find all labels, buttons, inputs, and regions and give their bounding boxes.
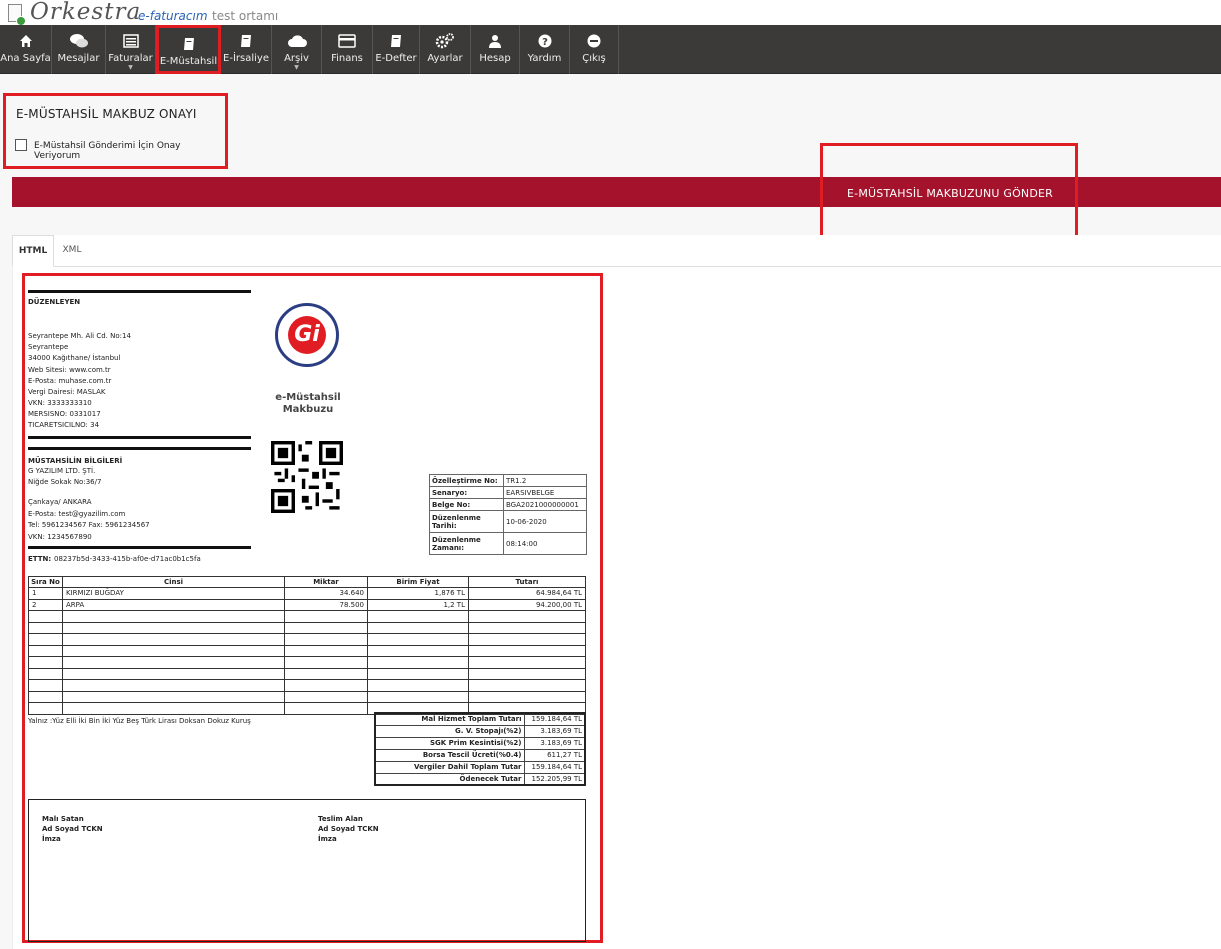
table-row: 2 ARPA 78.500 1,2 TL 94.200,00 TL — [29, 599, 586, 611]
divider — [28, 290, 251, 293]
empty-row — [29, 634, 586, 646]
nav-item-finans[interactable]: Finans — [322, 25, 373, 74]
approval-checkbox-label[interactable]: E-Müstahsil Gönderimi İçin Onay Veriyorum — [34, 141, 181, 161]
send-receipt-label: E-MÜSTAHSİL MAKBUZUNU GÖNDER — [847, 187, 1054, 200]
producer-line: VKN: 1234567890 — [28, 533, 92, 541]
issuer-line: E-Posta: muhase.com.tr — [28, 377, 112, 385]
book-icon — [221, 33, 271, 49]
divider — [28, 447, 251, 450]
main-nav — [0, 25, 1221, 74]
issuer-line: TICARETSICILNO: 34 — [28, 421, 100, 429]
empty-row — [29, 611, 586, 623]
receiver-id-label: Ad Soyad TCKN — [318, 825, 379, 833]
card-icon — [322, 33, 372, 49]
logout-icon — [570, 33, 618, 49]
amount-in-words: Yalnız :Yüz Elli İki Bin İki Yüz Beş Türk Lirası Doksan Dokuz Kuruş — [28, 717, 251, 725]
issuer-line: Seyrantepe — [28, 343, 69, 351]
nav-item-e-mustahsil[interactable]: E-Müstahsil — [156, 25, 221, 74]
table-row: 1 KIRMIZI BUĞDAY 34.640 1,876 TL 64.984,64 TL — [29, 588, 586, 600]
send-receipt-button[interactable] — [820, 143, 1078, 239]
approval-title: E-MÜSTAHSİL MAKBUZ ONAYI — [16, 107, 197, 121]
tab-html[interactable]: HTML — [12, 235, 54, 267]
app-logo: Orkestra — [30, 0, 142, 25]
gear-icon — [420, 33, 470, 49]
info-row: Özelleştirme No: TR1.2 — [430, 475, 587, 487]
producer-line: Tel: 5961234567 Fax: 5961234567 — [28, 521, 150, 529]
empty-row — [29, 680, 586, 692]
product-name: e-faturacım — [138, 9, 208, 23]
issuer-line: Vergi Dairesi: MASLAK — [28, 388, 106, 396]
empty-row — [29, 691, 586, 703]
issuer-line: 34000 Kağıthane/ İstanbul — [28, 354, 121, 362]
home-icon — [0, 33, 51, 49]
environment-label: test ortamı — [212, 9, 279, 23]
nav-item-ana-sayfa[interactable]: Ana Sayfa — [0, 25, 52, 74]
info-row: Senaryo: EARSIVBELGE — [430, 487, 587, 499]
ettn-value: 08237b5d-3433-415b-af0e-d71ac0b1c5fa — [54, 555, 201, 563]
approval-checkbox[interactable] — [15, 139, 27, 151]
book-icon — [159, 36, 218, 52]
dropdown-caret-icon: ▼ — [294, 64, 299, 71]
nav-item-cikis[interactable]: Çıkış — [570, 25, 619, 74]
nav-item-e-defter[interactable]: E-Defter — [373, 25, 420, 74]
totals-row: Ödenecek Tutar 152.205,99 TL — [375, 773, 585, 785]
items-header-row: Sıra No Cinsi Miktar Birim Fiyat Tutarı — [29, 577, 586, 588]
totals-row: Mal Hizmet Toplam Tutarı 159.184,64 TL — [375, 713, 585, 725]
issuer-heading: DÜZENLEYEN — [28, 298, 81, 306]
empty-row — [29, 657, 586, 669]
receipt-document — [22, 273, 603, 943]
chat-icon — [52, 33, 105, 49]
seller-id-label: Ad Soyad TCKN — [42, 825, 103, 833]
totals-row: Vergiler Dahil Toplam Tutar 159.184,64 TL — [375, 761, 585, 773]
nav-item-e-irsaliye[interactable]: E-İrsaliye — [221, 25, 272, 74]
producer-line: E-Posta: test@gyazilim.com — [28, 510, 126, 518]
receiver-signature-label: İmza — [318, 835, 337, 843]
issuer-line: Seyrantepe Mh. Ali Cd. No:14 — [28, 332, 131, 340]
divider — [28, 546, 251, 549]
issuer-line: VKN: 3333333310 — [28, 399, 92, 407]
producer-line: Çankaya/ ANKARA — [28, 498, 92, 506]
nav-item-arsiv[interactable]: Arşiv ▼ — [272, 25, 322, 74]
format-tabs — [12, 235, 1221, 267]
nav-item-mesajlar[interactable]: Mesajlar — [52, 25, 106, 74]
document-info-table — [429, 474, 587, 555]
totals-table — [374, 712, 586, 786]
invoice-icon — [106, 33, 155, 49]
empty-row — [29, 622, 586, 634]
seller-signature-label: İmza — [42, 835, 61, 843]
book-icon — [373, 33, 419, 49]
receiver-label: Teslim Alan — [318, 815, 363, 823]
seller-label: Malı Satan — [42, 815, 84, 823]
info-row: Belge No: BGA2021000000001 — [430, 499, 587, 511]
ministry-seal-logo: Gi — [275, 303, 339, 367]
tab-xml[interactable]: XML — [62, 245, 82, 255]
document-title: e-Müstahsil Makbuzu — [275, 392, 341, 415]
qr-code — [271, 441, 343, 513]
info-row: Düzenlenme Tarihi: 10-06-2020 — [430, 511, 587, 533]
producer-line: G YAZILIM LTD. ŞTİ. — [28, 467, 96, 475]
divider — [28, 436, 251, 439]
totals-row: G. V. Stopajı(%2) 3.183,69 TL — [375, 725, 585, 737]
producer-line: Niğde Sokak No:36/7 — [28, 478, 102, 486]
brand-bar — [0, 0, 1221, 25]
empty-row — [29, 645, 586, 657]
issuer-line: MERSISNO: 0331017 — [28, 410, 101, 418]
signature-box — [28, 799, 586, 942]
ettn-label: ETTN: — [28, 555, 52, 563]
help-icon — [520, 33, 569, 49]
items-table — [28, 576, 586, 715]
nav-item-hesap[interactable]: Hesap — [471, 25, 520, 74]
totals-row: SGK Prim Kesintisi(%2) 3.183,69 TL — [375, 737, 585, 749]
dropdown-caret-icon: ▼ — [128, 64, 133, 71]
nav-item-ayarlar[interactable]: Ayarlar — [420, 25, 471, 74]
approval-section — [3, 93, 228, 169]
user-icon — [471, 33, 519, 49]
cloud-icon — [272, 33, 321, 49]
issuer-line: Web Sitesi: www.com.tr — [28, 366, 111, 374]
totals-row: Borsa Tescil Ücreti(%0.4) 611,27 TL — [375, 749, 585, 761]
producer-heading: MÜSTAHSİLİN BİLGİLERİ — [28, 457, 123, 465]
svg-text:?: ? — [541, 37, 548, 48]
info-row: Düzenlenme Zamanı: 08:14:00 — [430, 533, 587, 555]
nav-item-yardim[interactable]: ? Yardım — [520, 25, 570, 74]
nav-item-faturalar[interactable]: Faturalar ▼ — [106, 25, 156, 74]
empty-row — [29, 668, 586, 680]
